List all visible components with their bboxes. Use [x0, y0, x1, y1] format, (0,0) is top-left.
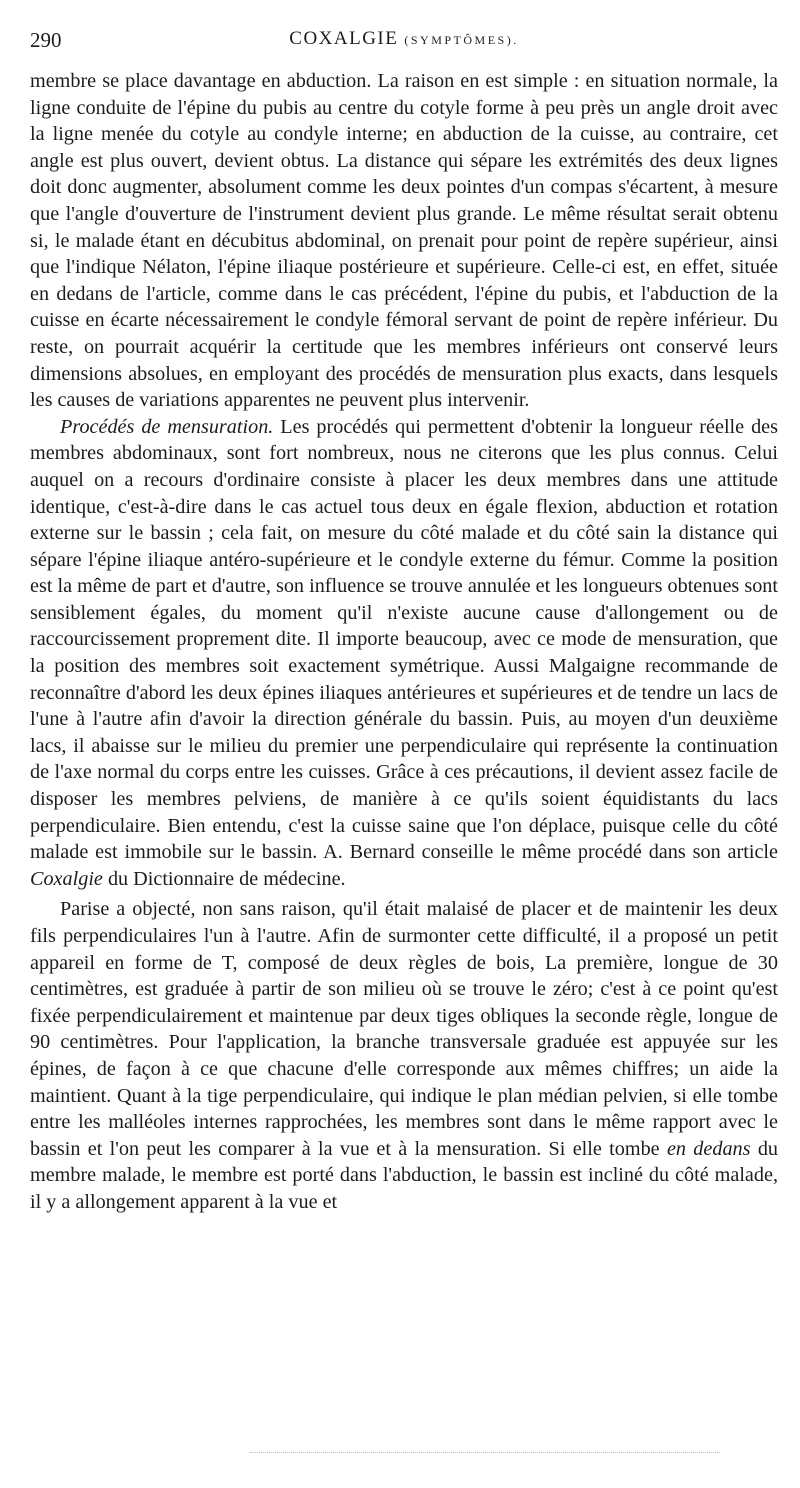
paragraph-2	[30, 414, 778, 893]
paragraph-1-text: membre se place davantage en abduction. La raison en est simple : en situation normale, la ligne conduite de l'épine du pubis au centre du cotyle forme à peu près un angle droit avec la ligne menée du cotyle au condyle interne; en abduction de la cuisse, au contraire, cet angle est plus ouvert, devient obtus. La distance qui sépare les extrémités des deux lignes doit donc augmenter, absolument comme les deux pointes d'un compas s'écartent, à mesure que l'angle d'ouverture de l'instrument devient plus grande. Le même résultat serait obtenu si, le malade étant en décubitus abdominal, on prenait pour point de repère supérieur, ainsi que l'indique Nélaton, l'épine iliaque postérieure et supérieure. Celle-ci est, en effet, située en dedans de l'article, comme dans le cas précédent, l'épine du pubis, et l'abduction de la cuisse en écarte nécessairement le condyle fémoral servant de point de repère inférieur. Du reste, on pourrait acquérir la certitude que les membres inférieurs ont conservé leurs dimensions absolues, en employant des procédés de mensuration plus exacts, dans lesquels les causes de variations apparentes ne peuvent plus intervenir.	[30, 70, 778, 412]
emphasis-text: en dedans	[666, 1137, 751, 1160]
section-lead: Procédés de mensuration.	[60, 415, 274, 438]
paragraph-3-text-a: Parise a objecté, non sans raison, qu'il était malaisé de placer et de maintenir les deux fils perpendiculaires l'un à l'autre. Afin de surmonter cette difficulté, il a proposé un petit appareil en forme de T, composé de deux règles de bois, La première, longue de 30 centimètres, est graduée à partir de son milieu où se trouve le zéro; c'est à ce point qu'est fixée perpendiculairement et maintenue par deux tiges obliques la seconde règle, longue de 90 centimètres. Pour l'application, la branche transversale graduée est appuyée sur les épines, de façon à ce que chacune d'elle corresponde aux mêmes chiffres; un aide la maintient. Quant à la tige perpendiculaire, qui indique le plan médian pelvien, si elle tombe entre les malléoles internes rapprochées, les membres sont dans le même rapport avec le bassin et l'on peut les comparer à la vue et à la mensuration. Si elle tombe	[30, 898, 778, 1160]
chapter-subtitle: (SYMPTÔMES).	[404, 33, 519, 47]
paragraph-3	[30, 896, 778, 1215]
chapter-title: COXALGIE	[289, 28, 399, 49]
paragraph-3-text-b: du membre malade, le membre est porté dans l'abduction, le bassin est incliné du côté malade, il y a allongement apparent à la vue et	[30, 1137, 779, 1213]
document-page	[30, 28, 778, 1216]
page-bottom-marks	[250, 1452, 720, 1455]
paragraph-2-text: Les procédés qui permettent d'obtenir la longueur réelle des membres abdominaux, sont fort nombreux, nous ne citerons que les plus connus. Celui auquel on a recours d'ordinaire consiste à placer les deux membres dans une attitude identique, c'est-à-dire dans le cas actuel tous deux en égale flexion, abduction et rotation externe sur le bassin ; cela fait, on mesure du côté malade et du côté sain la distance qui sépare l'épine iliaque antéro-supérieure et le condyle externe du fémur. Comme la position est la même de part et d'autre, son influence se trouve annulée et les longueurs obtenues sont sensiblement égales, du moment qu'il n'existe aucune cause d'allongement ou de raccourcissement proprement dite. Il importe beaucoup, avec ce mode de mensuration, que la position des membres soit exactement symétrique. Aussi Malgaigne recommande de reconnaître d'abord les deux épines iliaques antérieures et supérieures et de tendre un lacs de l'une à l'autre afin d'avoir la direction générale du bassin. Puis, au moyen d'un deuxième lacs, il abaisse sur le milieu du premier une perpendiculaire qui représente la continuation de l'axe normal du corps entre les cuisses. Grâce à ces précautions, il devient assez facile de disposer les membres pelviens, de manière à ce qu'ils soient équidistants du lacs perpendiculaire. Bien entendu, c'est la cuisse saine que l'on déplace, puisque celle du côté malade est immobile sur le bassin. A. Bernard conseille le même procédé dans son article	[30, 415, 779, 864]
page-number: 290	[30, 28, 62, 52]
running-head	[30, 28, 778, 68]
running-title	[30, 28, 778, 50]
article-reference: Coxalgie	[30, 867, 103, 890]
paragraph-2-tail: du Dictionnaire de médecine.	[102, 867, 346, 890]
paragraph-1	[30, 68, 778, 414]
body-text	[30, 68, 778, 1216]
